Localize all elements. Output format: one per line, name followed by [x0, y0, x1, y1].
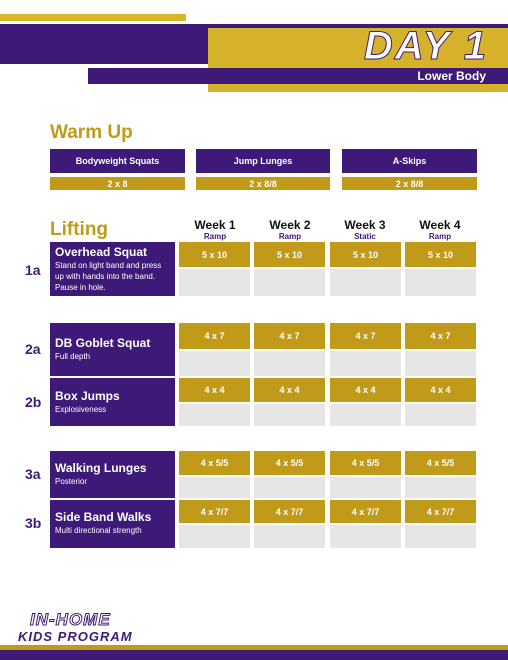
week-header [255, 219, 325, 241]
week-value-cell: 4 x 5/5 [254, 451, 325, 475]
exercise-description: Stand on light band and press up with hands into the band. Pause in hole. [55, 261, 162, 292]
exercise-description: Full depth [55, 352, 91, 361]
page-title: DAY 1 [363, 24, 488, 68]
footer-purple-band [0, 650, 508, 660]
notes-cell [330, 477, 401, 498]
exercise-name: Walking Lunges [55, 461, 147, 475]
notes-cell [179, 351, 250, 376]
week-value-cell: 4 x 7/7 [330, 500, 401, 523]
exercise-number: 2a [25, 341, 41, 357]
warmup-item-value: 2 x 8/8 [196, 177, 330, 190]
exercise-label [50, 378, 175, 426]
exercise-name: DB Goblet Squat [55, 336, 151, 350]
week-type: Ramp [203, 232, 227, 241]
notes-cell [405, 477, 476, 498]
week-type: Ramp [278, 232, 302, 241]
exercise-description: Multi directional strength [55, 526, 142, 535]
week-value-cell: 4 x 7 [330, 323, 401, 349]
exercise-label [50, 500, 175, 548]
exercise-description: Explosiveness [55, 405, 107, 414]
week-label: Week 2 [269, 218, 311, 232]
week-label: Week 4 [419, 218, 461, 232]
notes-cell [254, 525, 325, 548]
notes-cell [330, 525, 401, 548]
warmup-item-name: Jump Lunges [196, 149, 330, 173]
notes-cell [405, 525, 476, 548]
notes-cell [330, 269, 401, 296]
exercise-name: Side Band Walks [55, 510, 152, 524]
notes-cell [330, 404, 401, 426]
exercise-label [50, 451, 175, 498]
notes-cell [330, 351, 401, 376]
notes-cell [179, 477, 250, 498]
exercise-number: 2b [25, 394, 42, 410]
notes-cell [254, 269, 325, 296]
week-value-cell: 5 x 10 [405, 242, 476, 267]
lifting-title: Lifting [50, 219, 109, 240]
week-value-cell: 4 x 4 [405, 378, 476, 402]
exercise-name: Box Jumps [55, 389, 120, 403]
week-value-cell: 4 x 7/7 [179, 500, 250, 523]
week-type: Ramp [428, 232, 452, 241]
week-value-cell: 4 x 5/5 [405, 451, 476, 475]
notes-cell [179, 525, 250, 548]
week-value-cell: 4 x 7/7 [254, 500, 325, 523]
week-header [405, 219, 475, 241]
week-value-cell: 4 x 7 [405, 323, 476, 349]
exercise-number: 3a [25, 466, 41, 482]
warmup-item-value: 2 x 8/8 [342, 177, 477, 190]
program-logo-line1: IN-HOME [30, 610, 111, 629]
week-value-cell: 4 x 7/7 [405, 500, 476, 523]
exercise-label [50, 242, 175, 296]
week-label: Week 1 [194, 218, 236, 232]
page-subtitle: Lower Body [417, 69, 486, 83]
notes-cell [254, 477, 325, 498]
notes-cell [254, 404, 325, 426]
week-value-cell: 4 x 4 [330, 378, 401, 402]
exercise-label [50, 323, 175, 376]
program-logo-line2: KIDS PROGRAM [18, 629, 133, 644]
notes-cell [179, 269, 250, 296]
week-value-cell: 5 x 10 [330, 242, 401, 267]
week-type: Static [354, 232, 376, 241]
warmup-item-name: Bodyweight Squats [50, 149, 185, 173]
week-label: Week 3 [344, 218, 386, 232]
week-value-cell: 4 x 5/5 [330, 451, 401, 475]
notes-cell [405, 351, 476, 376]
week-value-cell: 5 x 10 [254, 242, 325, 267]
exercise-number: 1a [25, 262, 41, 278]
warmup-item-name: A-Skips [342, 149, 477, 173]
notes-cell [405, 269, 476, 296]
week-value-cell: 4 x 7 [179, 323, 250, 349]
warmup-item-value: 2 x 8 [50, 177, 185, 190]
header-gold-stripe [0, 14, 186, 21]
week-header [330, 219, 400, 241]
warmup-title: Warm Up [50, 122, 133, 143]
notes-cell [405, 404, 476, 426]
exercise-description: Posterior [55, 477, 88, 486]
week-value-cell: 4 x 7 [254, 323, 325, 349]
week-value-cell: 4 x 5/5 [179, 451, 250, 475]
week-header [180, 219, 250, 241]
week-value-cell: 5 x 10 [179, 242, 250, 267]
notes-cell [179, 404, 250, 426]
notes-cell [254, 351, 325, 376]
exercise-name: Overhead Squat [55, 245, 148, 259]
week-value-cell: 4 x 4 [179, 378, 250, 402]
week-value-cell: 4 x 4 [254, 378, 325, 402]
exercise-number: 3b [25, 515, 42, 531]
